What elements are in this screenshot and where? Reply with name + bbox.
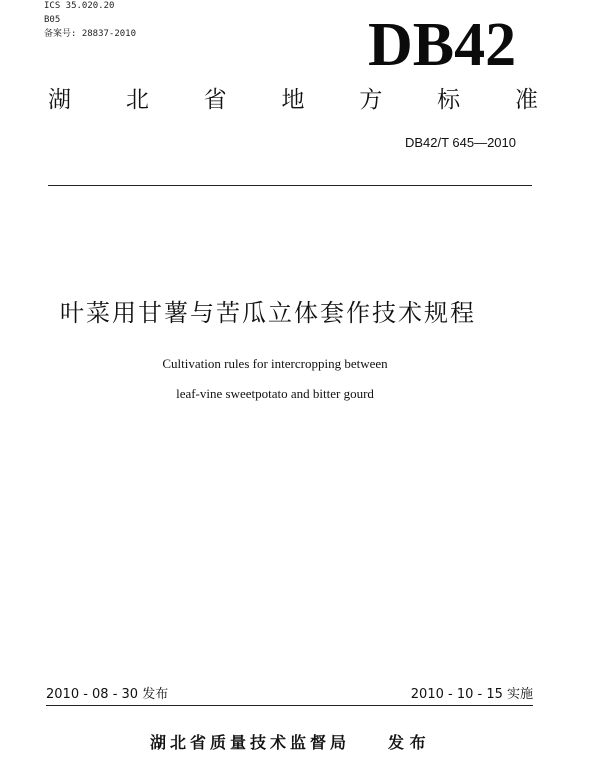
standard-type-heading (48, 86, 538, 114)
english-title-line-2: leaf-vine sweetpotato and bitter gourd (176, 386, 374, 401)
english-title-line-1: Cultivation rules for intercropping between (162, 356, 388, 371)
implementation-date: 2010 - 10 - 15 实施 (410, 687, 533, 702)
issuing-authority: 湖北省质量技术监督局 (150, 733, 351, 752)
issue-date: 2010 - 08 - 30 发布 (46, 687, 169, 702)
bottom-divider (46, 705, 533, 706)
standard-type-char: 准 (514, 87, 538, 113)
standard-type-char: 北 (125, 87, 149, 113)
issue-label: 发 布 (388, 733, 426, 752)
record-number: 备案号: 28837-2010 (44, 29, 137, 39)
standard-type-char: 方 (359, 87, 383, 113)
chinese-title: 叶菜用甘薯与苦瓜立体套作技术规程 (60, 299, 476, 327)
ccs-code: B05 (44, 15, 61, 25)
standard-type-char: 标 (437, 87, 461, 113)
ics-code: ICS 35.020.20 (44, 1, 115, 11)
standard-number: DB42/T 645—2010 (404, 135, 516, 150)
standard-code-logo: DB42 (368, 11, 517, 79)
standard-type-char: 地 (281, 87, 305, 113)
standard-type-char: 省 (203, 87, 227, 113)
standard-type-char: 湖 (48, 87, 71, 113)
top-divider (48, 185, 532, 186)
